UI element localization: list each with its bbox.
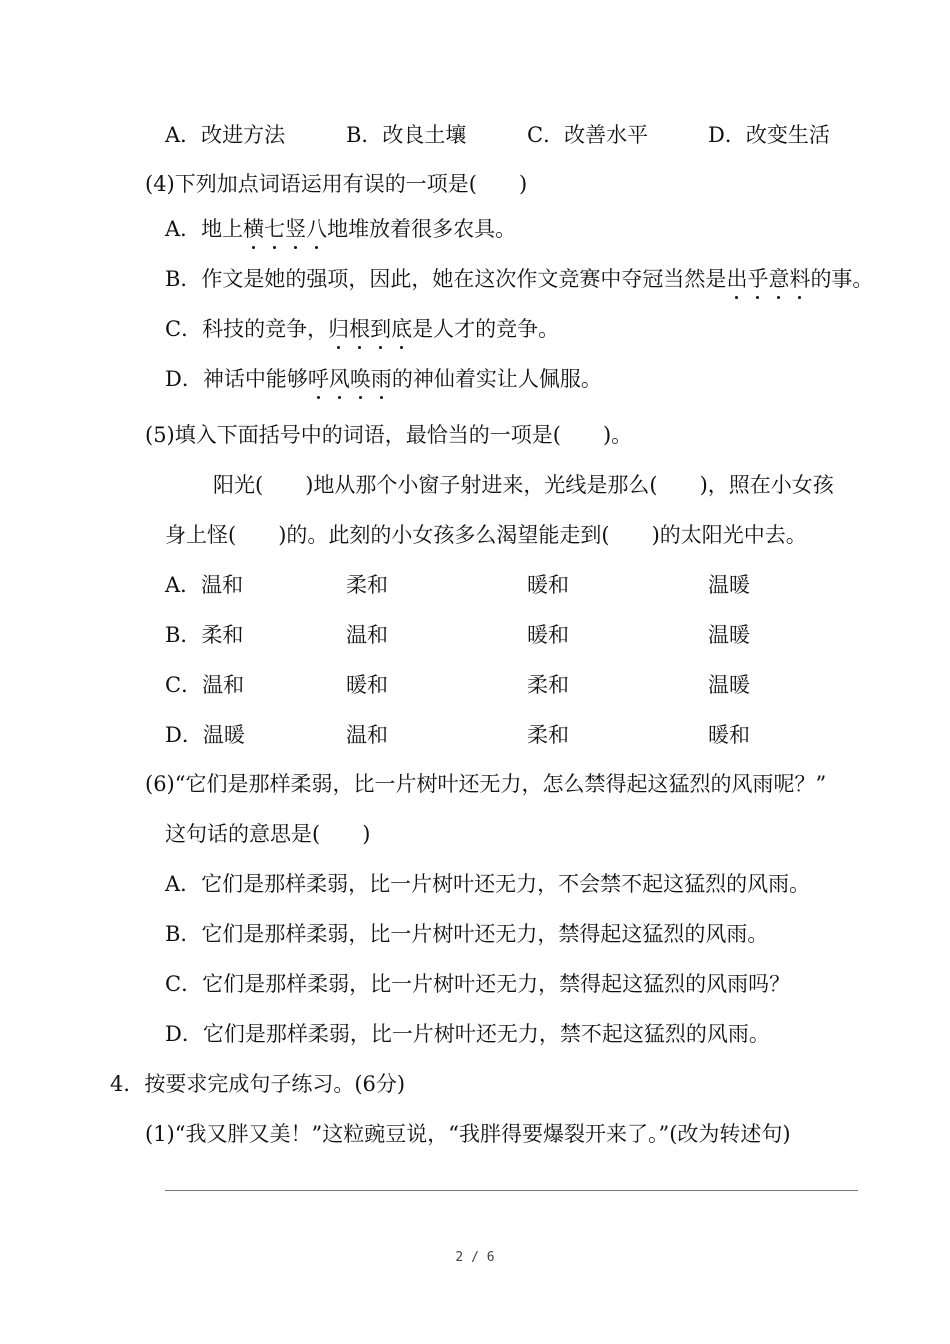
q5-row-b-word4: 温暖	[708, 623, 750, 647]
q5-row-c-word2: 暖和	[346, 673, 388, 697]
q5-row-a-word2: 柔和	[346, 573, 388, 597]
q4-option-a	[165, 215, 516, 243]
q4-option-a-after: 地堆放着很多农具。	[327, 217, 517, 241]
q4-option-d-before: D．神话中能够	[165, 367, 308, 391]
q5-row-b-word2: 温和	[346, 623, 388, 647]
dotted-char: 雨	[370, 367, 392, 391]
dotted-char: 料	[789, 267, 811, 291]
q5-row-d-label: D．温暖	[165, 723, 245, 747]
q4-option-d	[165, 365, 602, 393]
q4-section-title: 4．按要求完成句子练习。(6分)	[110, 1072, 406, 1096]
q4-option-c-before: C．科技的竞争，	[165, 317, 329, 341]
page-number: 2 / 6	[455, 1250, 495, 1265]
q5-row-c-label: C．温和	[165, 673, 245, 697]
q6-option-b: B．它们是那样柔弱，比一片树叶还无力，禁得起这猛烈的风雨。	[165, 922, 769, 946]
q5-row-d-word4: 暖和	[708, 723, 750, 747]
q4-option-a-before: A．地上	[165, 217, 244, 241]
dotted-char: 风	[328, 367, 350, 391]
q5-row-a-word3: 暖和	[527, 573, 569, 597]
q5-row-d-word2: 温和	[346, 723, 388, 747]
q6-option-a: A．它们是那样柔弱，比一片树叶还无力，不会禁不起这猛烈的风雨。	[165, 872, 811, 896]
q4-stem: (4)下列加点词语运用有误的一项是( )	[145, 172, 528, 196]
q5-passage-line2: 身上怪( )的。此刻的小女孩多么渴望能走到( )的太阳光中去。	[165, 523, 807, 547]
dotted-char: 呼	[307, 367, 329, 391]
q3-option-c: C．改善水平	[527, 123, 649, 147]
q4-option-b	[165, 265, 873, 293]
q5-row-a-word4: 温暖	[708, 573, 750, 597]
dotted-char: 唤	[349, 367, 371, 391]
q5-row-d-word3: 柔和	[527, 723, 569, 747]
q4-option-b-after: 的事。	[810, 267, 874, 291]
q5-stem: (5)填入下面括号中的词语，最恰当的一项是( )。	[145, 423, 633, 447]
q5-row-b-word3: 暖和	[527, 623, 569, 647]
q4-option-c	[165, 315, 559, 343]
q3-option-d: D．改变生活	[708, 123, 830, 147]
dotted-char: 乎	[747, 267, 769, 291]
q4-option-d-after: 的神仙着实让人佩服。	[391, 367, 602, 391]
q6-option-d: D．它们是那样柔弱，比一片树叶还无力，禁不起这猛烈的风雨。	[165, 1022, 770, 1046]
q5-row-a-label: A．温和	[165, 573, 244, 597]
dotted-char: 归	[328, 317, 350, 341]
dotted-char: 出	[726, 267, 748, 291]
q3-option-a: A．改进方法	[165, 123, 286, 147]
dotted-char: 横	[243, 217, 265, 241]
q4-section-sub1: (1)“我又胖又美！”这粒豌豆说，“我胖得要爆裂开来了。”(改为转述句)	[145, 1122, 791, 1146]
q5-row-c-word3: 柔和	[527, 673, 569, 697]
q5-row-b-label: B．柔和	[165, 623, 244, 647]
q6-stem-line2: 这句话的意思是( )	[165, 822, 371, 846]
dotted-char: 竖	[285, 217, 307, 241]
answer-line	[165, 1190, 858, 1191]
q6-option-c: C．它们是那样柔弱，比一片树叶还无力，禁得起这猛烈的风雨吗？	[165, 972, 791, 996]
dotted-char: 底	[391, 317, 413, 341]
dotted-char: 到	[370, 317, 392, 341]
q3-option-b: B．改良土壤	[346, 123, 467, 147]
q4-option-b-before: B．作文是她的强项，因此，她在这次作文竞赛中夺冠当然是	[165, 267, 727, 291]
q5-passage-line1: 阳光( )地从那个小窗子射进来，光线是那么( )，照在小女孩	[213, 473, 834, 497]
q5-row-c-word4: 温暖	[708, 673, 750, 697]
dotted-char: 八	[306, 217, 328, 241]
dotted-char: 意	[768, 267, 790, 291]
dotted-char: 根	[349, 317, 371, 341]
dotted-char: 七	[264, 217, 286, 241]
q4-option-c-after: 是人才的竞争。	[412, 317, 560, 341]
q6-stem-line1: (6)“它们是那样柔弱，比一片树叶还无力，怎么禁得起这猛烈的风雨呢？”	[145, 772, 827, 796]
